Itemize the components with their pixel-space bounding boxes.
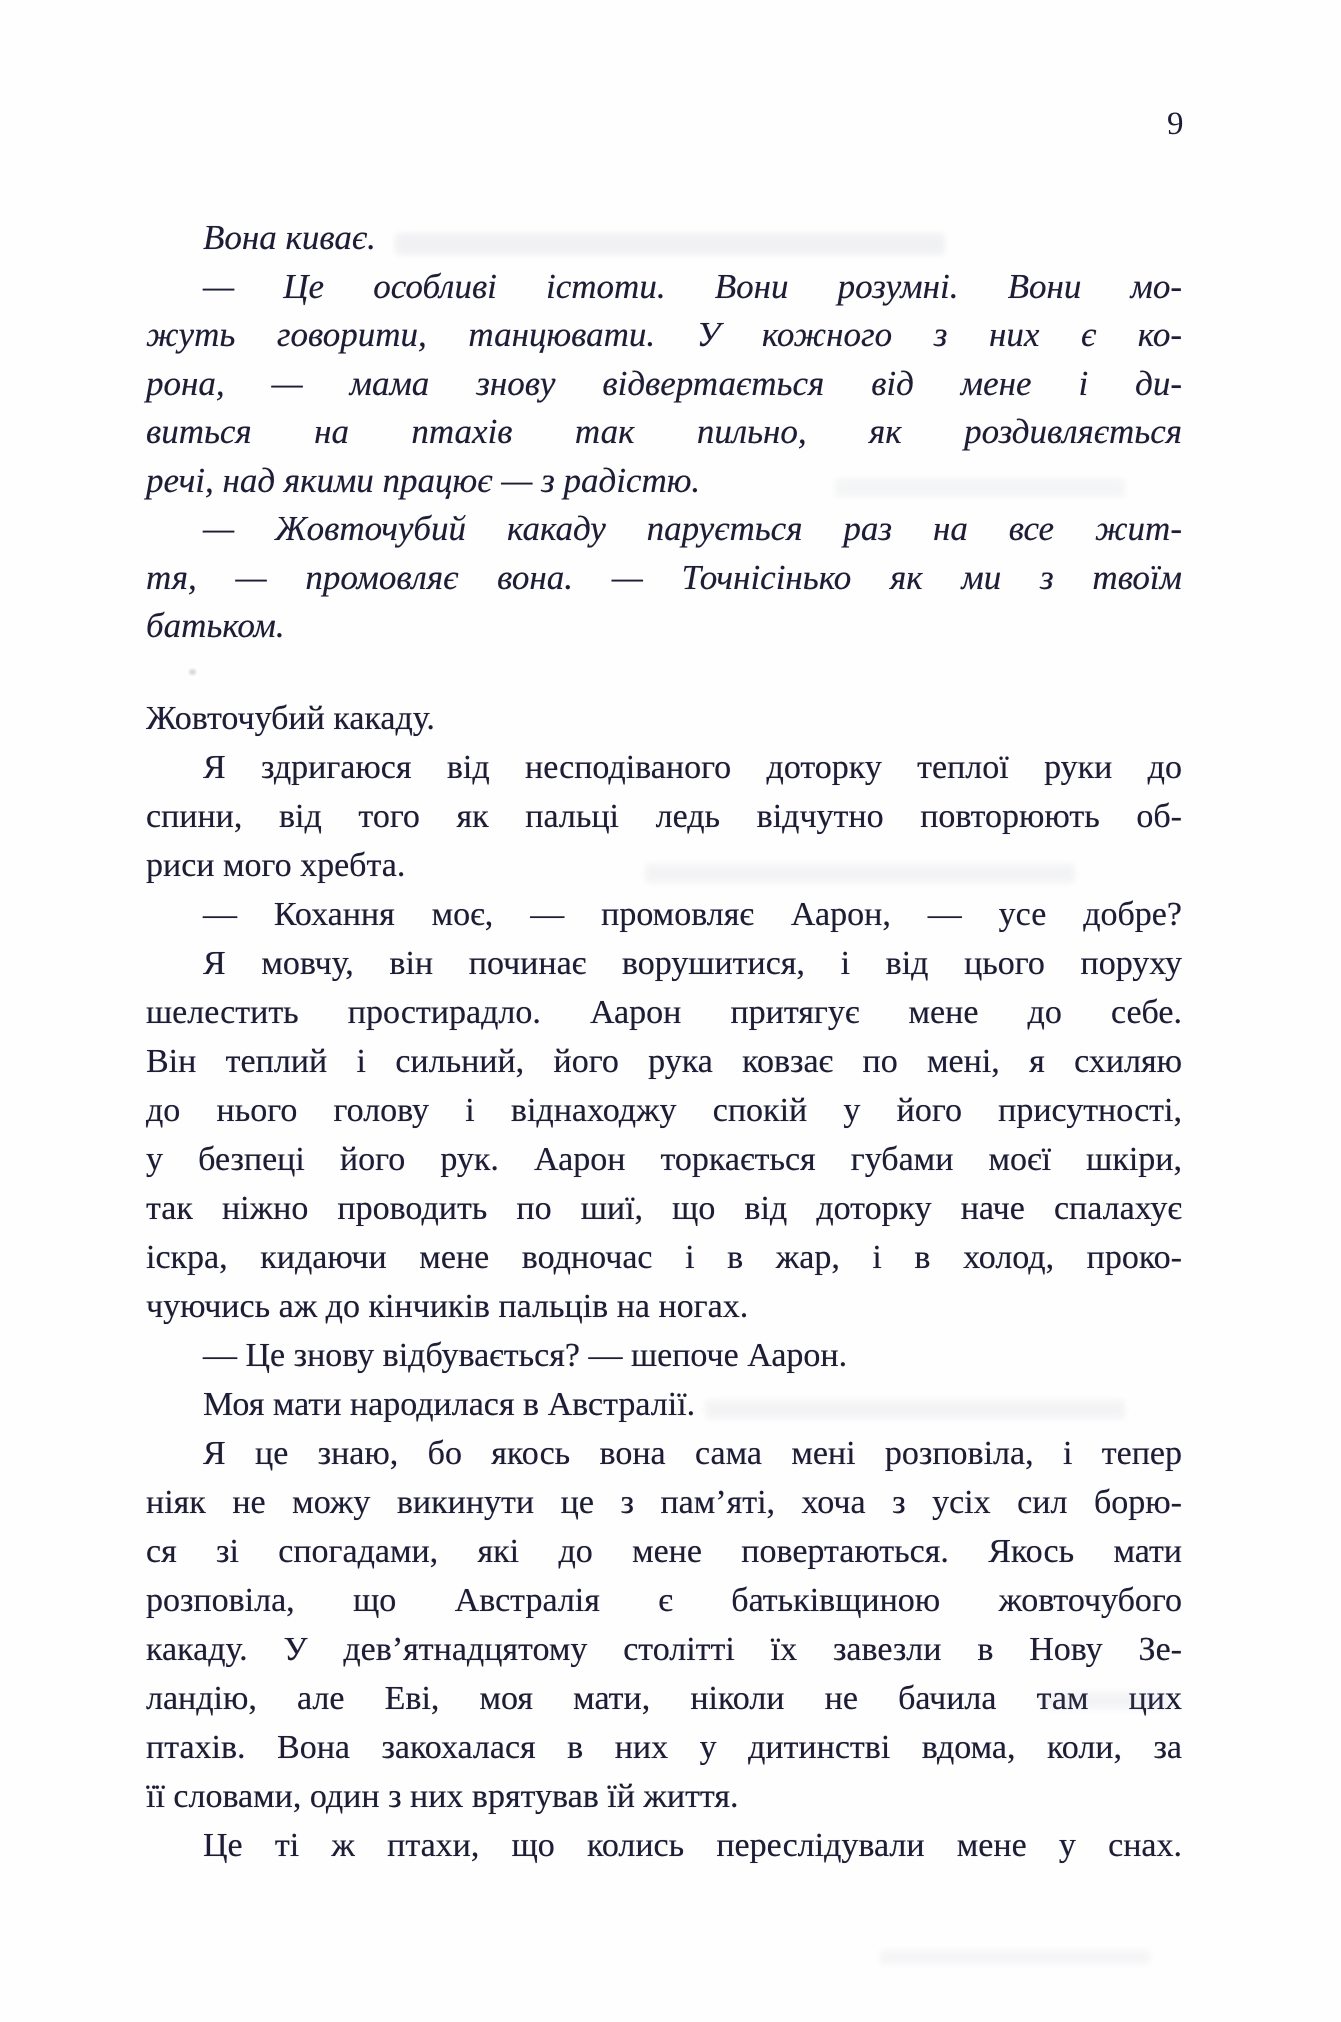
text-line: її словами, один з них врятував їй життя. xyxy=(146,1778,739,1815)
text-line: ніяк не можу викинути це з пам’яті, хоча з усіх сил борю- xyxy=(146,1484,1182,1521)
scan-speck xyxy=(189,669,196,675)
text-line: тя, — промовляє вона. — Точнісінько як ми з твоїм xyxy=(146,557,1182,597)
text-line: — Це знову відбувається? — шепоче Аарон. xyxy=(203,1337,848,1374)
text-line: Жовточубий какаду. xyxy=(146,700,435,737)
narrative-text-block xyxy=(146,694,1182,1870)
text-line: риси мого хребта. xyxy=(146,847,406,884)
text-line: Моя мати народилася в Австралії. xyxy=(203,1386,696,1423)
text-line: шелестить простирадло. Аарон притягує мене до себе. xyxy=(146,994,1182,1031)
text-line: какаду. У дев’ятнадцятому столітті їх завезли в Нову Зе- xyxy=(146,1631,1182,1668)
text-line: рона, — мама знову відвертається від мене і ди- xyxy=(146,363,1182,403)
text-line: спини, від того як пальці ледь відчутно повторюють об- xyxy=(146,798,1182,835)
text-line: ся зі спогадами, які до мене повертаються. Якось мати xyxy=(146,1533,1182,1570)
text-line: — Це особливі істоти. Вони розумні. Вони мо- xyxy=(203,266,1182,306)
text-line: так ніжно проводить по шиї, що від доторку наче спалахує xyxy=(146,1190,1182,1227)
text-line: речі, над якими працює — з радістю. xyxy=(146,460,701,500)
scan-artifact xyxy=(880,1950,1150,1965)
text-line: іскра, кидаючи мене водночас і в жар, і в холод, проко- xyxy=(146,1239,1182,1276)
dialogue-italic-block xyxy=(146,214,1182,651)
text-line: батьком. xyxy=(146,606,285,645)
text-line: виться на птахів так пильно, як роздивляється xyxy=(146,412,1182,451)
text-line: розповіла, що Австралія є батьківщиною жовточубого xyxy=(146,1582,1182,1619)
text-line: Це ті ж птахи, що колись переслідували мене у снах. xyxy=(203,1827,1182,1864)
text-line: у безпеці його рук. Аарон торкається губами моєї шкіри, xyxy=(146,1141,1182,1178)
text-line: жуть говорити, танцювати. У кожного з них є ко- xyxy=(146,315,1182,354)
text-line: — Кохання моє, — промовляє Аарон, — усе добре? xyxy=(203,896,1182,933)
text-line: до нього голову і віднаходжу спокій у його присутності, xyxy=(146,1092,1182,1129)
text-line: Вона киває. xyxy=(203,218,376,257)
text-line: Я це знаю, бо якось вона сама мені розповіла, і тепер xyxy=(203,1435,1182,1472)
text-line: Він теплий і сильний, його рука ковзає по мені, я схиляю xyxy=(146,1043,1182,1080)
text-line: Я здригаюся від несподіваного доторку теплої руки до xyxy=(203,749,1182,786)
text-line: чуючись аж до кінчиків пальців на ногах. xyxy=(146,1288,749,1325)
text-line: — Жовточубий какаду парується раз на все жит- xyxy=(203,509,1182,548)
text-line: ландію, але Еві, моя мати, ніколи не бачила там цих xyxy=(146,1680,1182,1717)
text-line: птахів. Вона закохалася в них у дитинстві вдома, коли, за xyxy=(146,1729,1182,1766)
page-number: 9 xyxy=(1167,106,1184,142)
text-line: Я мовчу, він починає ворушитися, і від цього поруху xyxy=(203,945,1182,982)
